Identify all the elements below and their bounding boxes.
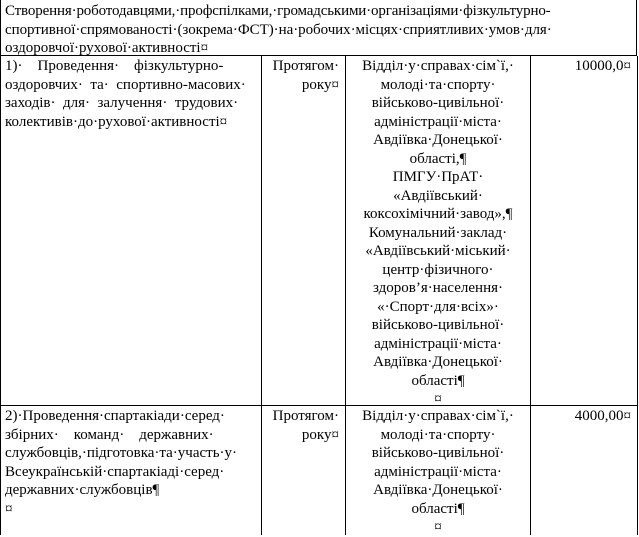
activity-line: ¤ [5,500,13,517]
amount-cell [530,56,638,406]
executor-line: Відділ·у·справах·сім`ї,· [362,408,514,424]
executor-line: центр·фізичного· [382,261,494,278]
executor-line: області,¶ [409,150,467,167]
activity-cell [0,406,261,535]
executor-line: військово-цивільної· [371,95,505,111]
term-line: року¤ [301,426,339,443]
executor-line: Авдіївка·Донецької· [373,132,503,148]
activity-cell [0,56,261,406]
executor-line: області¶ [411,372,465,389]
executor-line: адміністрації·міста· [374,335,502,352]
executor-line: Авдіївка·Донецької· [373,482,503,498]
executor-cell [345,406,530,535]
executor-line: «Авдіївський·міський· [365,243,511,259]
activity-line: Всеукраїнській·спартакіаді·серед· [5,463,225,480]
amount-value: 10000,0¤ [574,58,631,74]
term-line: року¤ [301,76,339,93]
executor-line: ¤ [434,519,442,535]
activity-line: збірних· команд· державних· [5,426,214,443]
amount-cell [530,406,638,535]
term-line: Протягом· [272,58,339,74]
activity-line: 1)· Проведення· фізкультурно- [5,58,224,74]
executor-line: ¤ [434,391,442,407]
executor-line: адміністрації·міста· [374,463,502,480]
header-line: Створення·роботодавцями,·профспілками,·громадськими·організаціями·фізкультурно- [5,3,551,19]
executor-line: коксохімічний·завод»,¶ [363,206,513,222]
executor-line: області¶ [411,500,465,517]
executor-line: молоді·та·спорту· [380,426,496,443]
table-row [0,56,639,406]
activity-line: заходів· для· залучення· трудових· [5,95,239,111]
executor-line: ПМГУ·ПрАТ· [392,169,484,185]
executor-line: Авдіївка·Донецької· [373,354,503,370]
header-line: спортивної·спрямованості·(зокрема·ФСТ)·на·робочих·місцях·сприятливих·умов·для· [5,21,552,38]
activity-line: державних·службовців¶ [5,482,160,498]
term-cell [261,56,345,406]
activity-line: службовців,·підготовка·та·участь·у· [5,445,238,461]
executor-line: здоров’я·населення· [372,280,504,296]
term-line: Протягом· [272,408,339,424]
amount-value: 4000,00¤ [574,408,631,424]
table-row [0,406,639,535]
executor-cell [345,56,530,406]
header-line: оздоровчої·рухової·активності¤ [5,40,209,56]
executor-line: Відділ·у·справах·сім`ї,· [362,58,514,74]
section-header-cell [0,0,637,56]
activity-line: оздоровчих· та· спортивно-масових· [5,76,246,93]
executor-line: «·Спорт·для·всіх»· [377,298,499,315]
activity-line: 2)·Проведення·спартакіади·серед· [5,408,225,424]
term-cell [261,406,345,535]
activity-line: колективів·до·рухової·активності¤ [5,113,228,130]
executor-line: «Авдіївський· [393,187,483,204]
executor-line: військово-цивільної· [371,317,505,333]
executor-line: молоді·та·спорту· [380,76,496,93]
executor-line: військово-цивільної· [371,445,505,461]
executor-line: Комунальний·заклад· [368,224,508,241]
executor-line: адміністрації·міста· [374,113,502,130]
